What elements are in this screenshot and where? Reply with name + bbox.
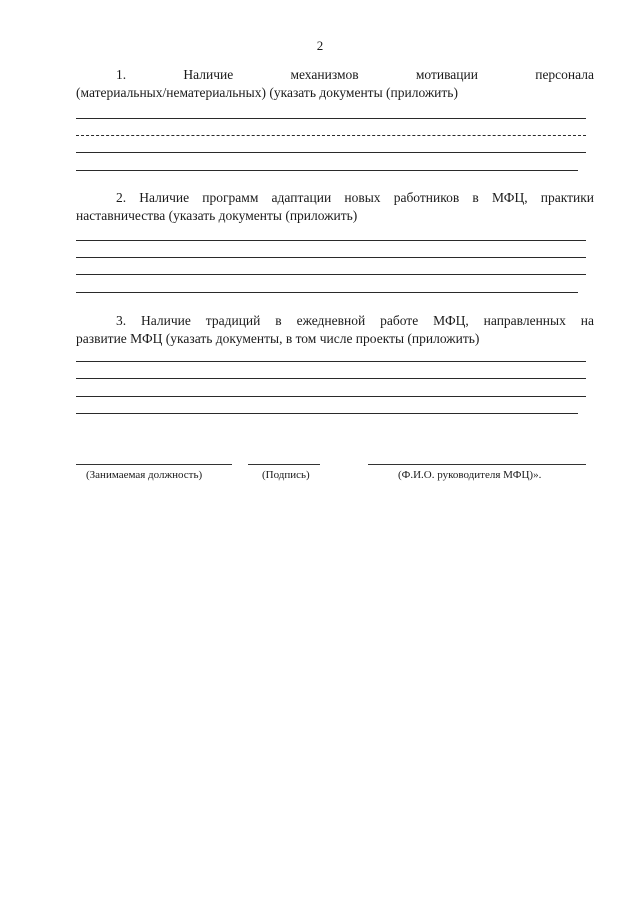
page-number: 2: [316, 38, 324, 53]
answer-line[interactable]: [76, 274, 586, 275]
position-label: (Занимаемая должность): [86, 469, 203, 481]
section-2-line-1: 2. Наличие программ адаптации новых работников в МФЦ, практики: [116, 190, 594, 205]
section-2: [76, 189, 594, 225]
section-3-line-1: 3. Наличие традиций в ежедневной работе МФЦ, направленных на: [116, 313, 594, 328]
signature-line[interactable]: [248, 464, 320, 465]
section-3-line-2: развитие МФЦ (указать документы, в том числе проекты (приложить): [76, 331, 480, 346]
section-1: [76, 66, 594, 102]
name-label: (Ф.И.О. руководителя МФЦ)».: [398, 469, 542, 481]
section-1-line-1: 1. Наличие механизмов мотивации персонала: [116, 67, 594, 82]
answer-line[interactable]: [76, 240, 586, 241]
position-signature-line[interactable]: [76, 464, 232, 465]
answer-line[interactable]: [76, 118, 586, 119]
answer-line[interactable]: [76, 257, 586, 258]
answer-line[interactable]: [76, 396, 586, 397]
answer-line[interactable]: [76, 378, 586, 379]
answer-line[interactable]: [76, 170, 578, 171]
section-2-line-2: наставничества (указать документы (приложить): [76, 208, 358, 223]
answer-line[interactable]: [76, 292, 578, 293]
answer-line[interactable]: [76, 135, 586, 136]
answer-line[interactable]: [76, 361, 586, 362]
answer-line[interactable]: [76, 413, 578, 414]
answer-line[interactable]: [76, 152, 586, 153]
name-signature-line[interactable]: [368, 464, 586, 465]
section-3: [76, 312, 594, 348]
section-1-line-2: (материальных/нематериальных) (указать документы (приложить): [76, 85, 458, 100]
signature-label: (Подпись): [262, 469, 310, 481]
